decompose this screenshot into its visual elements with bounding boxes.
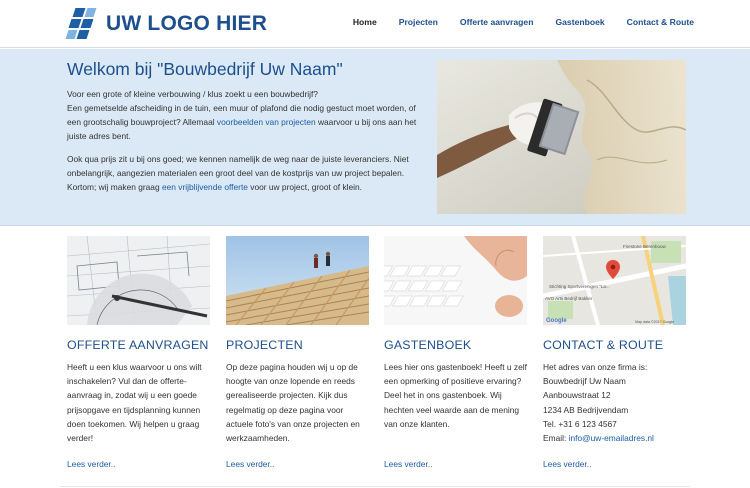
map-label-sportvereniging: Stichting Sportverenigen "La...: [549, 284, 610, 289]
footer-divider: [60, 486, 690, 487]
logo[interactable]: [66, 7, 267, 41]
column-gastenboek: [384, 236, 527, 469]
logo-icon: [66, 7, 100, 41]
blueprint-image: [67, 236, 210, 325]
map-label-avo: AVO Arts Bedrijf Bakker: [545, 296, 593, 301]
location-map[interactable]: [543, 236, 686, 325]
nav-contact[interactable]: Contact & Route: [626, 17, 694, 27]
nav-home[interactable]: Home: [352, 17, 377, 27]
read-more-link[interactable]: Lees verder..: [67, 459, 116, 469]
nav-offerte[interactable]: Offerte aanvragen: [459, 17, 534, 27]
column-title: OFFERTE AANVRAGEN: [67, 338, 209, 352]
read-more-link[interactable]: Lees verder..: [226, 459, 275, 469]
intro-line: waarvoor u bij ons aan het juiste adres bent.: [67, 117, 417, 141]
contact-phone: Tel. +31 6 123 4567: [543, 418, 617, 429]
keyboard-image: [384, 236, 527, 325]
email-link[interactable]: info@uw-emailadres.nl: [568, 433, 654, 444]
email-label: Email:: [543, 433, 569, 444]
quote-link[interactable]: een vrijblijvende offerte: [161, 182, 248, 192]
column-text: Op deze pagina houden wij u op de hoogte van onze lopende en reeds gerealiseerde projecten. Kijk dus regelmatig op deze pagina voor actuele foto's van onze projecten en werkzaamheden.: [226, 362, 360, 444]
column-projecten: [226, 236, 369, 469]
column-offerte: [67, 236, 210, 469]
intro-text: [67, 87, 423, 203]
column-text: Lees hier ons gastenboek! Heeft u zelf een opmerking of positieve ervaring? Deel het in ons gastenboek. Wij hechten veel waarde aan de mening van onze klanten.: [384, 362, 527, 429]
hero-image-plastering: [437, 60, 686, 214]
contact-company-name: Bouwbedrijf Uw Naam: [543, 376, 626, 387]
contact-email-row: [543, 431, 686, 445]
contact-line-intro: Het adres van onze firma is:: [543, 362, 648, 372]
nav-gastenboek[interactable]: Gastenboek: [555, 17, 605, 27]
intro-line: Ook qua prijs zit u bij ons goed; we kennen namelijk de weg naar de juiste leveranciers. Niet onbelangrijk, aangezien materialen een groot deel van de kostprijs van uw project bepalen. Kortom; wij maken graag: [67, 154, 409, 192]
column-title: GASTENBOEK: [384, 338, 472, 352]
read-more-link[interactable]: Lees verder..: [384, 459, 433, 469]
contact-postal-city: 1234 AB Bedrijvendam: [543, 404, 629, 415]
logo-text: UW LOGO HIER: [106, 12, 268, 35]
intro-line: voor uw project, groot of klein.: [247, 182, 363, 192]
map-google-logo: Google: [546, 318, 567, 324]
read-more-link[interactable]: Lees verder..: [543, 459, 592, 469]
column-title: CONTACT & ROUTE: [543, 338, 664, 352]
map-copyright: Map data ©2017 Google: [635, 320, 675, 324]
map-label-firestone: Firestone Berenbouw: [623, 244, 666, 249]
intro-paragraph-2: [67, 152, 423, 194]
main-nav: [331, 17, 694, 27]
column-contact: [543, 236, 686, 469]
site-header: [0, 0, 750, 48]
projects-link[interactable]: voorbeelden van projecten: [216, 117, 316, 127]
contact-details: [543, 360, 686, 445]
contact-street: Aanbouwstraat 12: [543, 390, 611, 401]
intro-line: Voor een grote of kleine verbouwing / klus zoekt u een bouwbedrijf?: [67, 89, 318, 99]
hero-section: [0, 49, 750, 226]
column-text: Heeft u een klus waarvoor u ons wilt inschakelen? Vul dan de offerte-aanvraag in, zodat wij u een goede prijsopgave en tijdsplanning kunnen doen toekomen. Wij helpen u graag verder!: [67, 362, 202, 444]
column-title: PROJECTEN: [226, 338, 303, 352]
nav-projecten[interactable]: Projecten: [398, 17, 438, 27]
intro-line: Een gemetselde afscheiding in de tuin, een muur of plafond die nodig gestuct moet worden, of een grootschalig bouwproject? Allemaal: [67, 103, 416, 127]
intro-paragraph-1: [67, 87, 423, 143]
page-title: Welkom bij "Bouwbedrijf Uw Naam": [67, 59, 343, 79]
roof-construction-image: [226, 236, 369, 325]
